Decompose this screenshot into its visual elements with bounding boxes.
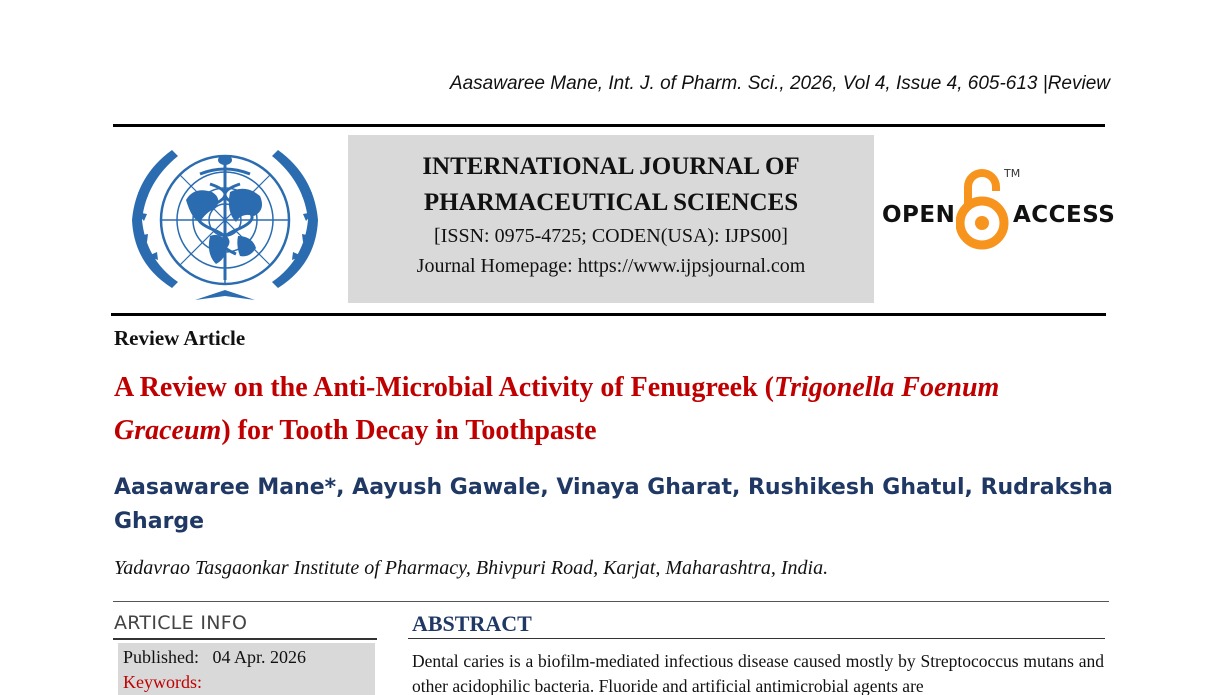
abstract-text: Dental caries is a biofilm-mediated infectious disease caused mostly by Streptococcus mutans and other acidophilic bacteria. Fluoride and artificial antimicrobial agents are: [412, 651, 1104, 695]
affiliation: Yadavrao Tasgaonkar Institute of Pharmacy, Bhivpuri Road, Karjat, Maharashtra, India.: [114, 557, 829, 579]
header-bottom-rule: [111, 313, 1106, 316]
open-access-tm: TM: [1004, 167, 1021, 180]
article-info-heading: ARTICLE INFO: [114, 612, 248, 634]
abstract-heading: ABSTRACT: [412, 611, 532, 636]
abstract-rule: [408, 638, 1105, 639]
journal-emblem-icon: [126, 140, 324, 306]
published-date: 04 Apr. 2026: [212, 647, 307, 667]
article-type: Review Article: [114, 326, 246, 350]
open-access-open-text: OPEN: [882, 202, 956, 228]
author-list: Aasawaree Mane*, Aayush Gawale, Vinaya Gharat, Rushikesh Ghatul, Rudraksha Gharge: [114, 475, 1113, 534]
header-top-rule: [113, 124, 1105, 127]
journal-title-line2: PHARMACEUTICAL SCIENCES: [423, 189, 799, 216]
published-line: [123, 645, 370, 670]
keywords-label: Keywords:: [123, 672, 202, 692]
journal-issn: [ISSN: 0975-4725; CODEN(USA): IJPS00]: [434, 225, 788, 247]
article-info-rule: [113, 638, 377, 640]
open-access-lock-icon: [956, 165, 1010, 251]
article-title: [114, 366, 1074, 452]
section-divider: [113, 601, 1109, 602]
journal-homepage[interactable]: Journal Homepage: https://www.ijpsjournal.com: [416, 255, 806, 277]
published-label: Published:: [123, 647, 200, 667]
open-access-logo: [880, 165, 1116, 255]
citation-line: Aasawaree Mane, Int. J. of Pharm. Sci., 2026, Vol 4, Issue 4, 605-613 |Review: [449, 73, 1110, 94]
open-access-access-text: ACCESS: [1013, 202, 1116, 228]
article-title-part1: A Review on the Anti-Microbial Activity of Fenugreek (: [114, 372, 774, 403]
article-info-box: [118, 643, 375, 695]
journal-title-line1: INTERNATIONAL JOURNAL OF: [422, 153, 800, 180]
article-title-species: Trigonella Foenum Graceum: [114, 372, 1000, 446]
article-title-part2: ) for Tooth Decay in Toothpaste: [221, 415, 597, 446]
journal-masthead: [348, 135, 874, 303]
